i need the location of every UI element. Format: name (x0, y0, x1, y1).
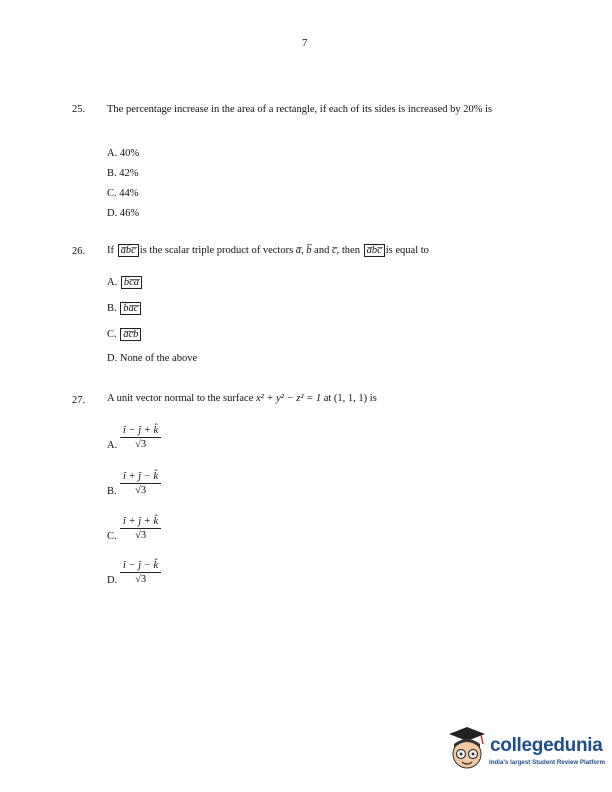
option-b: B. b̅a̅c̅ (107, 302, 142, 315)
option-b: B. 42% (107, 168, 139, 179)
question-number: 26. (72, 246, 86, 257)
question-text: The percentage increase in the area of a rectangle, if each of its sides is increased by 20% is (107, 104, 493, 115)
fraction: î + ĵ − k̂ √3 (120, 471, 161, 496)
surface-equation: x² + y² − z² = 1 (256, 393, 322, 404)
triple-product-box: a̅b̅c̅ (364, 244, 385, 257)
fraction: î + ĵ + k̂ √3 (120, 516, 161, 541)
question-text: If a̅b̅c̅ is the scalar triple product of vectors a̅, b̅ and c̅, then a̅b̅c̅ is equal to (107, 245, 429, 256)
brand-tagline: India's largest Student Review Platform (489, 759, 605, 766)
option-a: A. 40% (107, 148, 140, 159)
page-number: 7 (302, 37, 308, 49)
option-c: C. a̅c̅b̅ (107, 328, 142, 341)
option-d: D. None of the above (107, 353, 198, 364)
option-d: D. 46% (107, 208, 140, 219)
brand-name: collegedunia (490, 735, 603, 756)
option-a: A. b̅c̅a̅ (107, 276, 143, 289)
option-c: C. 44% (107, 188, 139, 199)
question-number: 25. (72, 104, 86, 115)
mascot-icon (443, 724, 489, 776)
triple-product-box: a̅b̅c̅ (118, 244, 139, 257)
question-text: A unit vector normal to the surface x² + y² − z² = 1 at (1, 1, 1) is (107, 393, 377, 404)
fraction: î − ĵ − k̂ √3 (120, 560, 161, 585)
question-number: 27. (72, 395, 86, 406)
fraction: î − ĵ + k̂ √3 (120, 425, 161, 450)
